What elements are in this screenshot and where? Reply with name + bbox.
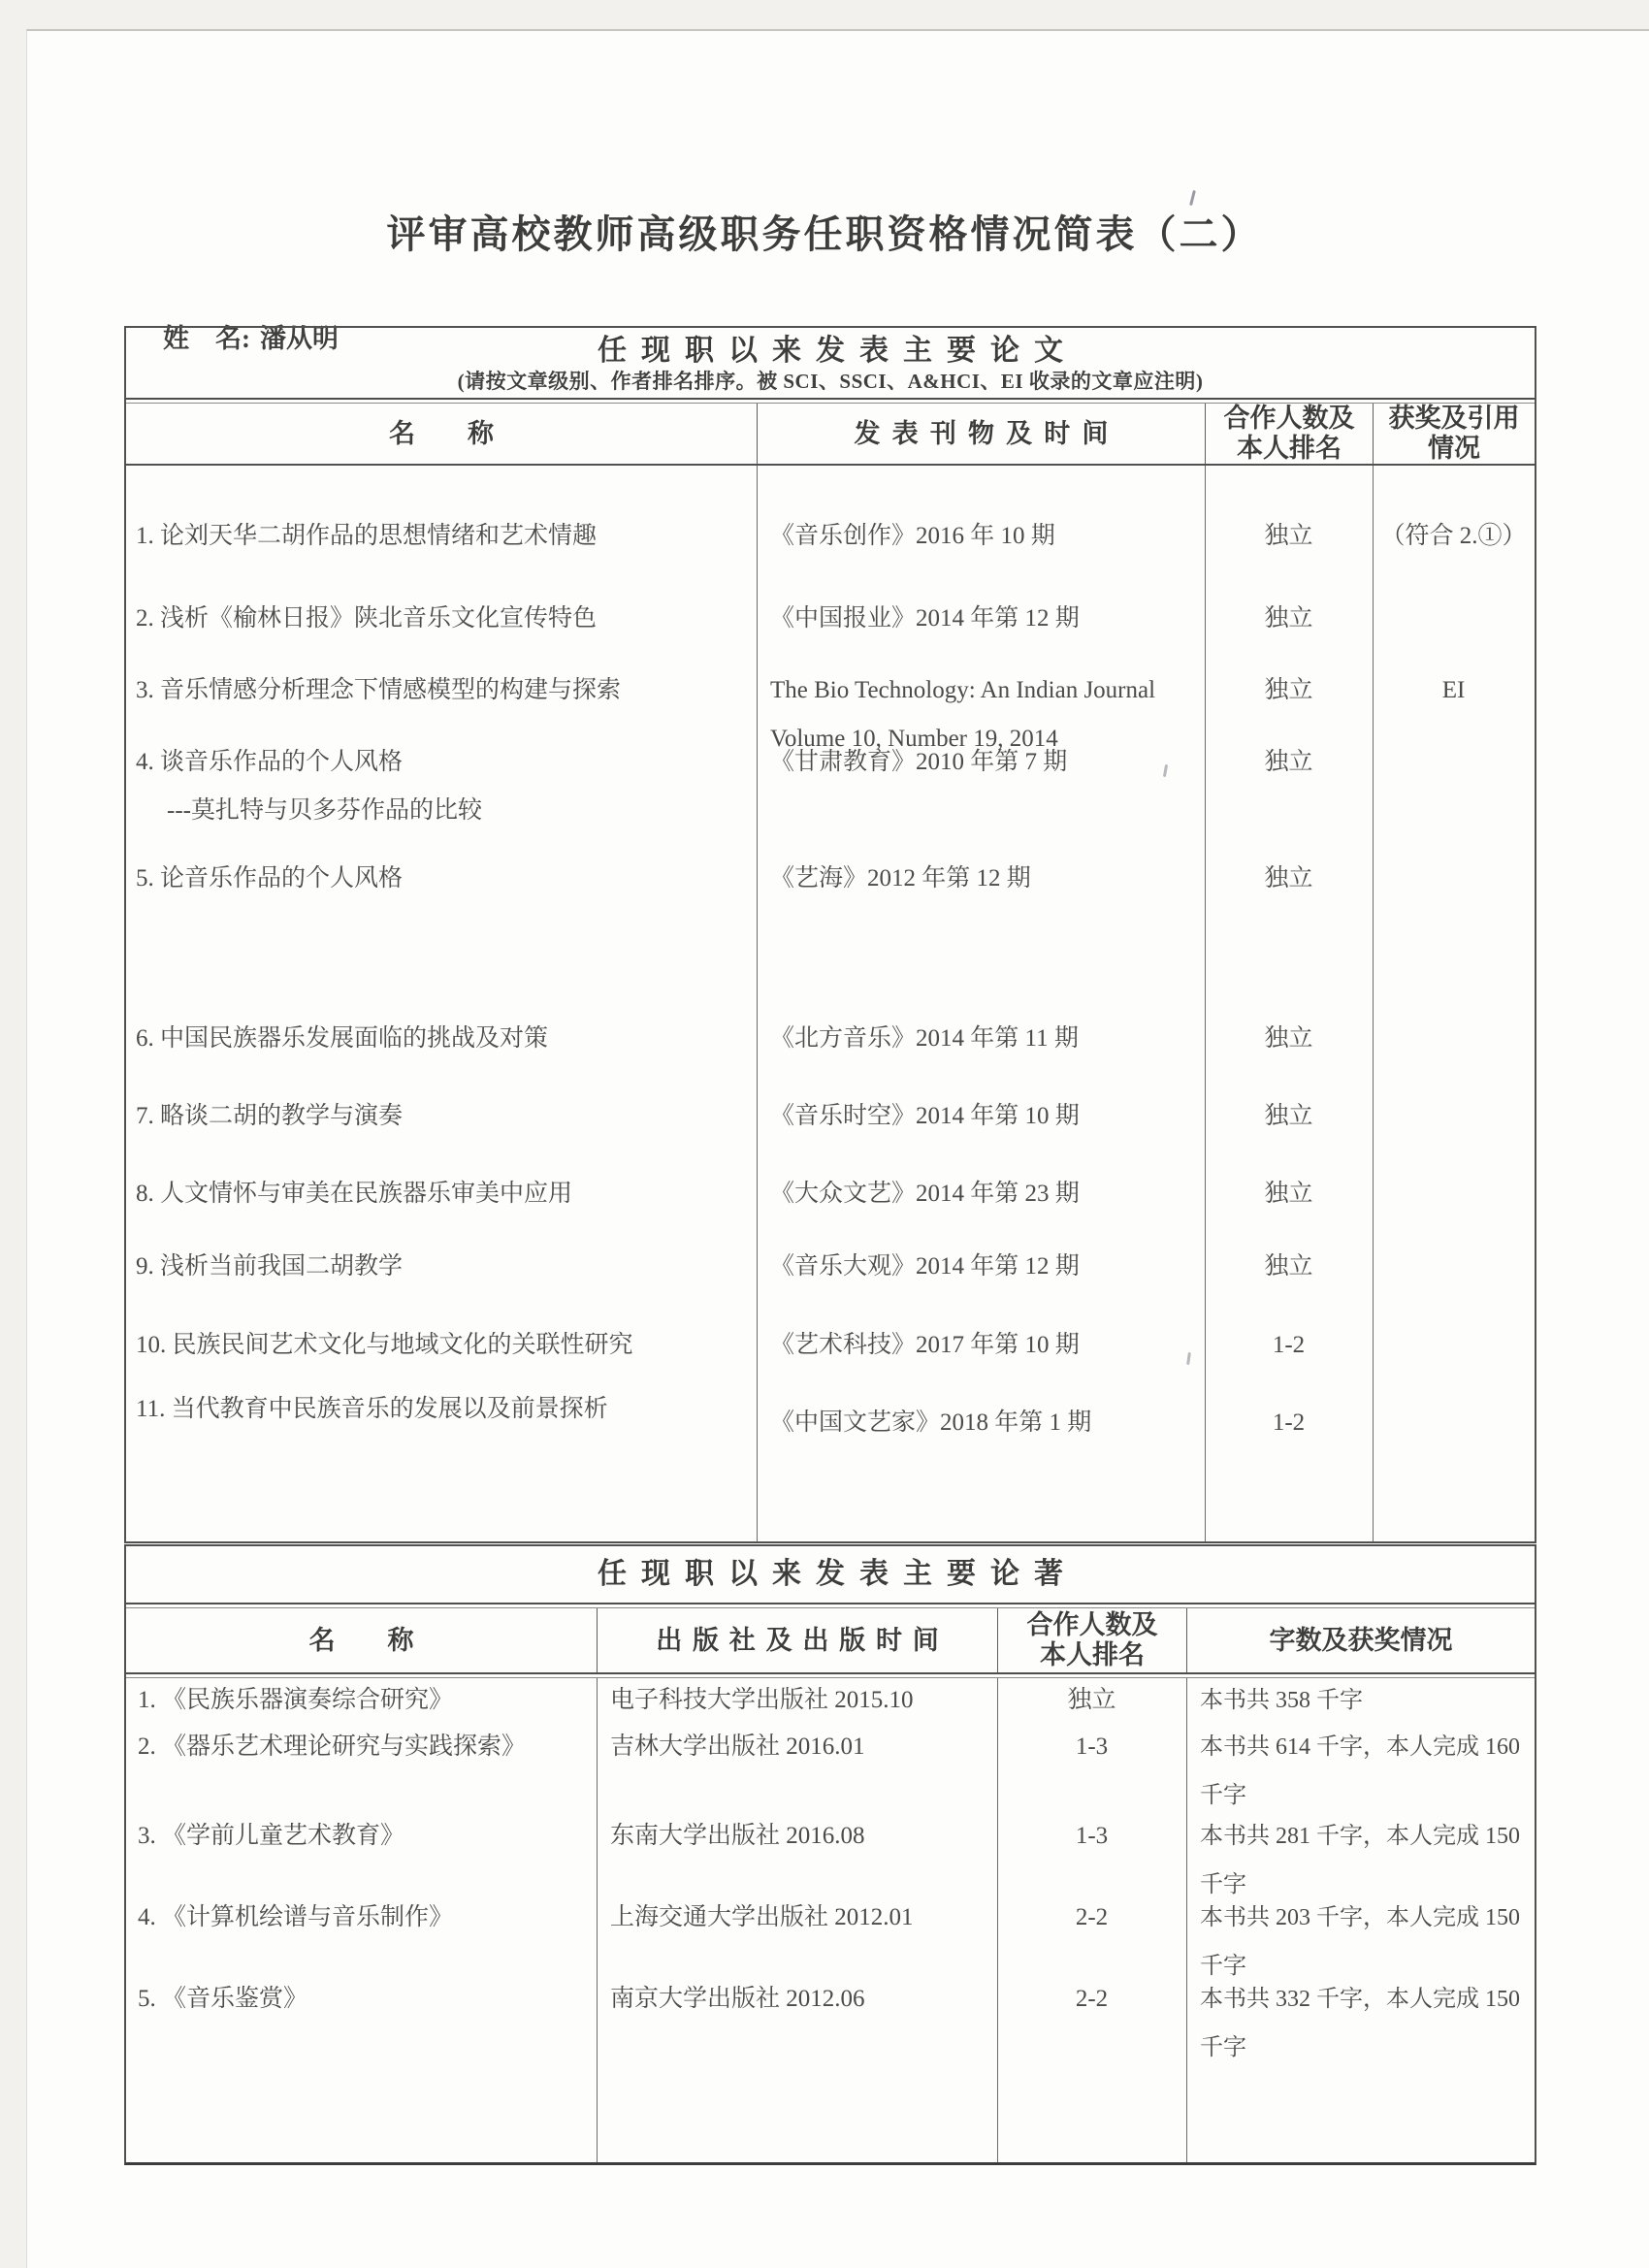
paper-title: 6. 中国民族器乐发展面临的挑战及对策 [136, 1025, 549, 1052]
paper-rank: 独立 [1264, 1025, 1313, 1052]
table-row [126, 862, 1535, 895]
books-col-words: 字数及获奖情况 [1186, 1608, 1535, 1672]
book-publisher: 上海交通大学出版社 2012.01 [610, 1904, 914, 1930]
books-col-publisher: 出版社及出版时间 [597, 1608, 997, 1672]
paper-rank: 1-2 [1272, 1409, 1306, 1436]
table-row [126, 1250, 1535, 1283]
paper-journal: 《音乐时空》2014 年第 10 期 [770, 1103, 1080, 1129]
papers-header-row [126, 404, 1535, 464]
table-row [126, 1022, 1535, 1055]
book-publisher: 吉林大学出版社 2016.01 [610, 1733, 865, 1760]
books-header-row [126, 1608, 1535, 1672]
paper-rank: 独立 [1264, 523, 1313, 549]
book-rank: 1-3 [1075, 1823, 1109, 1849]
table-row [126, 520, 1535, 553]
name-value: 潘从明 [260, 324, 339, 353]
paper-award [1373, 1178, 1535, 1211]
paper-award [1373, 1250, 1535, 1283]
paper-journal: 《艺海》2012 年第 12 期 [770, 865, 1031, 891]
paper-award [1373, 1022, 1535, 1055]
paper-title: 11. 当代教育中民族音乐的发展以及前景探析 [136, 1396, 608, 1422]
paper-title: 3. 音乐情感分析理念下情感模型的构建与探索 [136, 677, 622, 703]
paper-title: 4. 谈音乐作品的个人风格 ---莫扎特与贝多芬作品的比较 [126, 746, 757, 827]
papers-section-title: 任现职以来发表主要论文 [598, 335, 1078, 367]
paper-journal: The Bio Technology: An Indian Journal Volume 10, Number 19, 2014 [770, 677, 1156, 752]
paper-award: EI [1441, 677, 1466, 703]
paper-title: 8. 人文情怀与审美在民族器乐审美中应用 [136, 1181, 573, 1207]
books-table-body [126, 1678, 1535, 2162]
paper-journal: 《中国文艺家》2018 年第 1 期 [770, 1409, 1092, 1436]
books-section-title: 任现职以来发表主要论著 [598, 1558, 1078, 1590]
paper-award [1373, 1329, 1535, 1362]
paper-journal: 《北方音乐》2014 年第 11 期 [770, 1025, 1079, 1052]
name-label: 姓 名: [163, 324, 250, 353]
book-rank: 2-2 [1075, 1904, 1109, 1930]
book-words: 本书共 332 千字，本人完成 150 千字 [1200, 1987, 1520, 2060]
book-title: 5. 《音乐鉴赏》 [138, 1986, 308, 2012]
paper-journal: 《大众文艺》2014 年第 23 期 [770, 1181, 1080, 1207]
paper-journal: 《中国报业》2014 年第 12 期 [770, 605, 1080, 632]
paper-rank: 独立 [1264, 1253, 1313, 1280]
book-rank: 1-3 [1075, 1733, 1109, 1760]
paper-journal: 《艺术科技》2017 年第 10 期 [770, 1332, 1080, 1358]
paper-title: 7. 略谈二胡的教学与演奏 [136, 1103, 404, 1129]
books-table [124, 1544, 1536, 2165]
book-publisher: 南京大学出版社 2012.06 [610, 1986, 865, 2012]
paper-award [1373, 1100, 1535, 1133]
books-col-coop: 合作人数及 本人排名 [997, 1608, 1186, 1672]
paper-title: 5. 论音乐作品的个人风格 [136, 865, 404, 891]
papers-table-body [126, 466, 1535, 1541]
papers-col-award: 获奖及引用 情况 [1373, 404, 1535, 464]
table-row [126, 602, 1535, 635]
paper-rank: 独立 [1264, 1181, 1313, 1207]
book-title: 4. 《计算机绘谱与音乐制作》 [138, 1904, 454, 1930]
table-row [126, 1329, 1535, 1362]
book-rank: 2-2 [1075, 1986, 1109, 2012]
book-words: 本书共 614 千字，本人完成 160 千字 [1200, 1734, 1520, 1808]
table-row [126, 1393, 1535, 1440]
book-title: 3. 《学前儿童艺术教育》 [138, 1823, 405, 1849]
paper-rank: 独立 [1264, 749, 1313, 775]
paper-award [1373, 602, 1535, 635]
papers-col-journal: 发表刊物及时间 [757, 404, 1205, 464]
table-row [126, 1684, 1535, 1725]
table-row [126, 674, 1535, 756]
book-title: 2. 《器乐艺术理论研究与实践探索》 [138, 1733, 527, 1760]
book-title: 1. 《民族乐器演奏综合研究》 [138, 1687, 454, 1713]
table-row [126, 1731, 1535, 1820]
paper-award: （符合 2.①） [1380, 523, 1527, 549]
table-row [126, 1178, 1535, 1211]
book-publisher: 东南大学出版社 2016.08 [610, 1823, 865, 1849]
paper-title: 9. 浅析当前我国二胡教学 [136, 1253, 404, 1280]
paper-rank: 独立 [1264, 677, 1313, 703]
paper-title: 10. 民族民间艺术文化与地域文化的关联性研究 [136, 1332, 633, 1358]
paper-award [1373, 746, 1535, 827]
page-title: 评审高校教师高级职务任职资格情况简表（二） [386, 212, 1263, 256]
papers-table-titlebox [126, 328, 1535, 398]
papers-section-note: (请按文章级别、作者排名排序。被 SCI、SSCI、A&HCI、EI 收录的文章应注明) [457, 370, 1204, 393]
paper-journal: 《音乐大观》2014 年第 12 期 [770, 1253, 1080, 1280]
table-row [126, 746, 1535, 827]
paper-rank: 独立 [1264, 605, 1313, 632]
paper-journal: 《音乐创作》2016 年 10 期 [770, 523, 1055, 549]
paper-title: 1. 论刘天华二胡作品的思想情绪和艺术情趣 [136, 523, 598, 549]
paper-title: 2. 浅析《榆林日报》陕北音乐文化宣传特色 [136, 605, 598, 632]
paper-award [1373, 862, 1535, 895]
papers-table [124, 326, 1536, 1543]
book-rank: 独立 [1067, 1687, 1116, 1713]
book-words: 本书共 358 千字 [1200, 1688, 1363, 1713]
papers-col-coop: 合作人数及 本人排名 [1205, 404, 1373, 464]
book-publisher: 电子科技大学出版社 2015.10 [610, 1687, 914, 1713]
table-row [126, 1983, 1535, 2072]
books-col-name: 名 称 [308, 1625, 414, 1655]
book-words: 本书共 203 千字，本人完成 150 千字 [1200, 1905, 1520, 1979]
paper-award [1373, 1393, 1535, 1440]
paper-rank: 独立 [1264, 1103, 1313, 1129]
table-row [126, 1100, 1535, 1133]
paper-rank: 独立 [1264, 865, 1313, 891]
papers-col-name: 名 称 [389, 418, 494, 448]
books-table-titlebox [126, 1546, 1535, 1603]
book-words: 本书共 281 千字，本人完成 150 千字 [1200, 1824, 1520, 1897]
paper-rank: 1-2 [1272, 1332, 1306, 1358]
paper-subtitle: ---莫扎特与贝多芬作品的比较 [167, 797, 482, 824]
paper-journal: 《甘肃教育》2010 年第 7 期 [770, 749, 1068, 775]
